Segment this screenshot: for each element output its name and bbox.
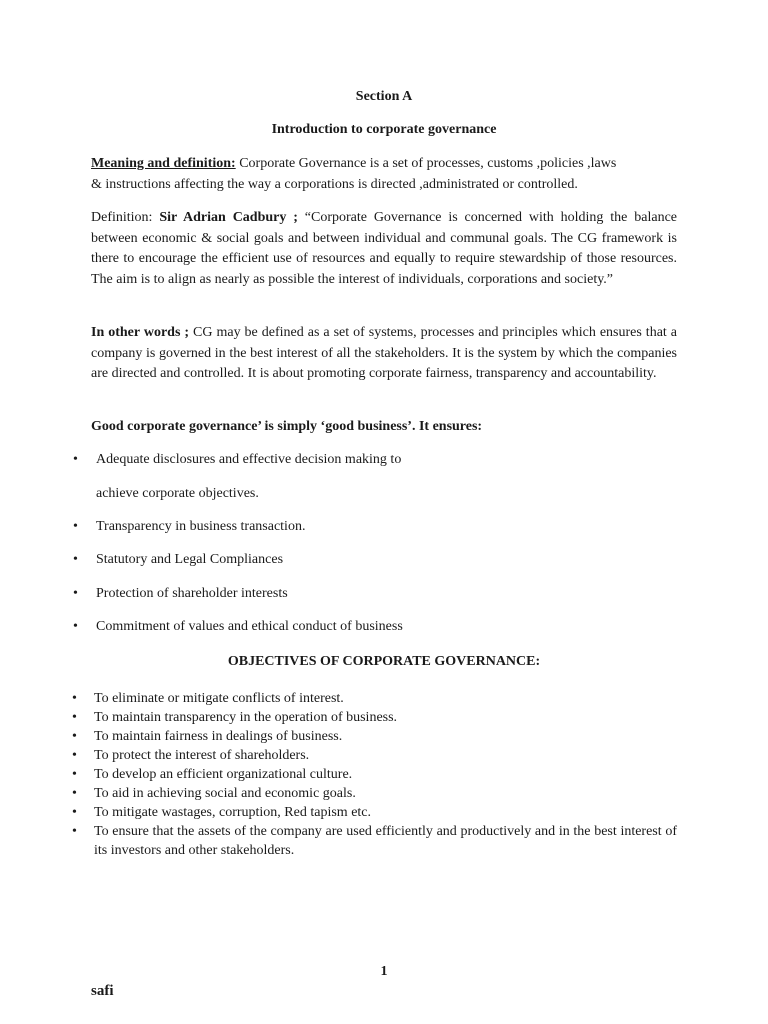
section-title: Section A	[355, 89, 413, 104]
definition-paragraph	[91, 208, 677, 290]
bullet-icon: •	[72, 729, 77, 744]
list-item-text: To mitigate wastages, corruption, Red tapism etc.	[94, 805, 372, 820]
footer-author: safi	[91, 983, 114, 999]
good-cg-heading: Good corporate governance’ is simply ‘good business’. It ensures:	[91, 419, 483, 434]
definition-text: “Corporate Governance is concerned with holding the balance between economic & social goals and between individual and communal goals. The CG framework is there to encourage the efficient use of resources and equally to require stewardship of those resources. The aim is to align as nearly as possible the interest of individuals, corporations and society.”	[91, 210, 678, 287]
other-words-text: CG may be defined as a set of systems, processes and principles which ensures that a company is governed in the best interest of all the stakeholders. It is the system by which the companies are directed and controlled. It is about promoting corporate fairness, transparency and accountability.	[91, 325, 677, 381]
bullet-icon: •	[73, 619, 78, 634]
other-words-label: In other words ;	[91, 325, 190, 340]
list-item-text: To protect the interest of shareholders.	[94, 748, 310, 763]
list-item	[72, 822, 677, 860]
bullet-icon: •	[72, 710, 77, 725]
bullet-icon: •	[73, 552, 78, 567]
list-item	[72, 708, 677, 727]
bullet-icon: •	[72, 767, 77, 782]
list-item-text: Adequate disclosures and effective decision making to	[96, 452, 402, 467]
list-item-text: To aid in achieving social and economic goals.	[94, 786, 356, 801]
bullet-icon: •	[72, 805, 77, 820]
list-item-text: To maintain transparency in the operation of business.	[94, 710, 398, 725]
bullet-icon: •	[73, 452, 78, 467]
bullet-icon: •	[72, 691, 77, 706]
objectives-list	[72, 689, 677, 860]
list-item-text: Statutory and Legal Compliances	[96, 552, 284, 567]
list-item	[72, 765, 677, 784]
list-item-text: To maintain fairness in dealings of business.	[94, 729, 343, 744]
list-item-text: Transparency in business transaction.	[96, 519, 306, 534]
list-item	[72, 784, 677, 803]
list-item	[72, 746, 677, 765]
list-item-text: achieve corporate objectives.	[96, 486, 259, 501]
bullet-icon: •	[72, 786, 77, 801]
bullet-icon: •	[72, 748, 77, 763]
list-item-text: Protection of shareholder interests	[96, 586, 288, 601]
list-item-text: To eliminate or mitigate conflicts of interest.	[94, 691, 344, 706]
list-item-text: To ensure that the assets of the company are used efficiently and productively and in the best interest of its investors and other stakeholders.	[94, 824, 677, 858]
document-title: Introduction to corporate governance	[271, 122, 497, 137]
definition-author: Sir Adrian Cadbury ;	[159, 210, 298, 225]
meaning-line1: Corporate Governance is a set of processes, customs ,policies ,laws	[235, 156, 617, 171]
page-number: 1	[380, 964, 388, 979]
definition-prefix: Definition:	[91, 210, 160, 225]
list-item-text: Commitment of values and ethical conduct of business	[96, 619, 403, 634]
meaning-line2: & instructions affecting the way a corporations is directed ,administrated or controlled.	[91, 176, 578, 192]
bullet-icon: •	[73, 519, 78, 534]
list-item	[72, 803, 677, 822]
list-item	[72, 727, 677, 746]
meaning-paragraph	[91, 154, 677, 195]
list-item-text: To develop an efficient organizational culture.	[94, 767, 353, 782]
meaning-label: Meaning and definition:	[91, 156, 236, 171]
objectives-heading: OBJECTIVES OF CORPORATE GOVERNANCE:	[227, 654, 541, 669]
bullet-icon: •	[73, 586, 78, 601]
bullet-icon: •	[72, 824, 77, 839]
other-words-paragraph	[91, 323, 677, 385]
list-item	[72, 689, 677, 708]
